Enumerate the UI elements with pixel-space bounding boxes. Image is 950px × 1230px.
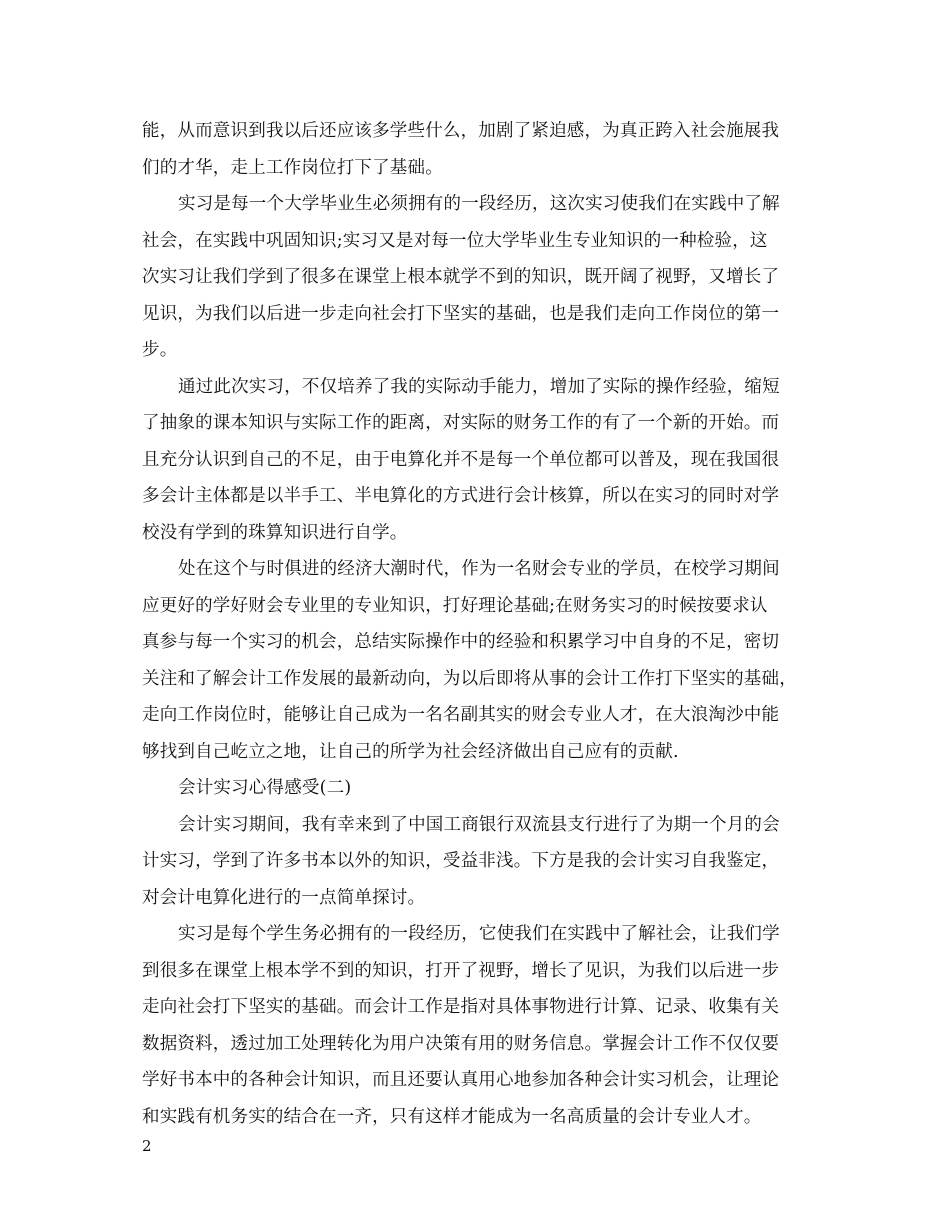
text-line: 和实践有机务实的结合在一齐，只有这样才能成为一名高质量的会计专业人才。 [142,1106,762,1127]
text-line: 到很多在课堂上根本学不到的知识，打开了视野，增长了见识，为我们以后进一步 [142,960,780,981]
text-line: 次实习让我们学到了很多在课堂上根本就学不到的知识，既开阔了视野，又增长了 [142,267,780,287]
text-line: 能，从而意识到我以后还应该多学些什么，加剧了紧迫感，为真正跨入社会施展我 [142,121,780,141]
section-heading: 会计实习心得感受(二) [178,778,352,798]
text-line: 校没有学到的珠算知识进行自学。 [142,522,408,543]
text-line: 多会计主体都是以半手工、半电算化的方式进行会计核算，所以在实习的同时对学 [142,486,780,506]
text-line: 会计实习期间，我有幸来到了中国工商银行双流县支行进行了为期一个月的会 [178,814,780,835]
text-line: 处在这个与时俱进的经济大潮时代，作为一名财会专业的学员，在校学习期间 [178,559,780,579]
text-line: 走向工作岗位时，能够让自己成为一名名副其实的财会专业人才，在大浪淘沙中能 [142,705,780,725]
text-line: 数据资料，透过加工处理转化为用户决策有用的财务信息。掌握会计工作不仅仅要 [142,1033,780,1054]
text-line: 实习是每个学生务必拥有的一段经历，它使我们在实践中了解社会，让我们学 [178,924,780,944]
text-line: 社会，在实践中巩固知识;实习又是对每一位大学毕业生专业知识的一种检验，这 [142,230,768,251]
text-line: 关注和了解会计工作发展的最新动向，为以后即将从事的会计工作打下坚实的基础， [142,668,797,689]
text-line: 走向社会打下坚实的基础。而会计工作是指对具体事物进行计算、记录、收集有关 [142,997,780,1017]
text-line: 见识，为我们以后进一步走向社会打下坚实的基础，也是我们走向工作岗位的第一 [142,303,780,324]
text-line: 实习是每一个大学毕业生必须拥有的一段经历，这次实习使我们在实践中了解 [178,194,780,214]
page-number: 2 [142,1137,152,1155]
text-line: 步。 [142,340,178,360]
text-line: 计实习，学到了许多书本以外的知识，受益非浅。下方是我的会计实习自我鉴定， [142,851,780,871]
text-line: 们的才华，走上工作岗位打下了基础。 [142,157,443,178]
text-line: 对会计电算化进行的一点简单探讨。 [142,887,426,908]
text-line: 了抽象的课本知识与实际工作的距离，对实际的财务工作的有了一个新的开始。而 [142,413,780,433]
text-line: 应更好的学好财会专业里的专业知识，打好理论基础;在财务实习的时候按要求认 [142,595,768,616]
text-line: 通过此次实习，不仅培养了我的实际动手能力，增加了实际的操作经验，缩短 [178,376,780,397]
text-line: 且充分认识到自己的不足，由于电算化并不是每一个单位都可以普及，现在我国很 [142,449,780,470]
document-body [142,113,818,1135]
text-line: 真参与每一个实习的机会，总结实际操作中的经验和积累学习中自身的不足，密切 [142,632,780,652]
text-line: 学好书本中的各种会计知识，而且还要认真用心地参加各种会计实习机会，让理论 [142,1070,780,1090]
text-line: 够找到自己屹立之地，让自己的所学为社会经济做出自己应有的贡献. [142,741,679,762]
